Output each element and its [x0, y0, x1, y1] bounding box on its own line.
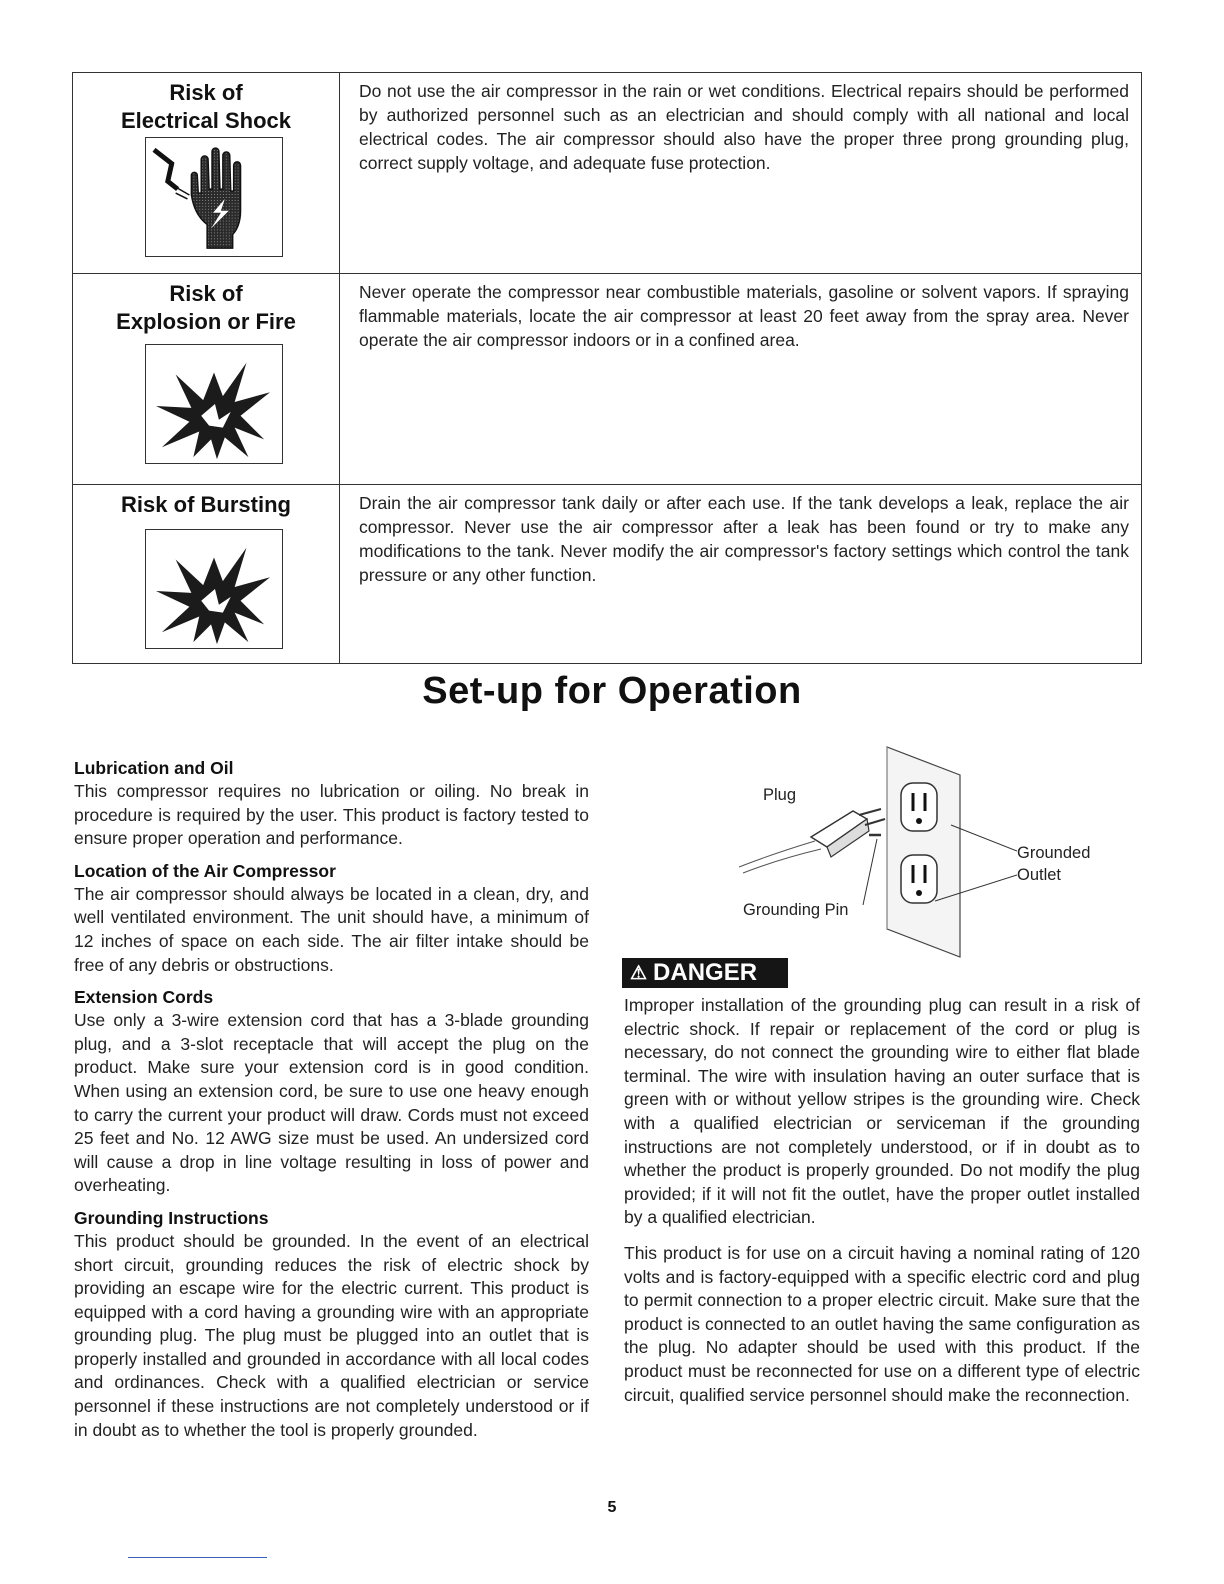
- hazard-label-cell: [73, 485, 340, 663]
- section-text: This product should be grounded. In the event of an electrical short circuit, grounding reduces the risk of electric shock by providing an escape wire for the electric current. This product is equipped with a cord having a grounding wire with an appropriate grounding plug. The plug must be plugged into an outlet that is properly installed and grounded in accordance with all local codes and ordinances. Check with a qualified electrician or service personnel if these instructions are not completely understood or if in doubt as to whether the tool is properly grounded.: [74, 1230, 589, 1440]
- section-title: Extension Cords: [74, 987, 214, 1008]
- warning-triangle-icon: ⚠: [630, 963, 648, 984]
- hazard-row-electrical-shock: [73, 73, 1141, 274]
- section-title: Location of the Air Compressor: [74, 860, 336, 881]
- bursting-icon: [145, 529, 283, 649]
- left-column: [74, 756, 589, 1450]
- danger-label: DANGER: [653, 959, 758, 986]
- page-number: 5: [607, 1499, 617, 1516]
- hazard-label-cell: [73, 73, 340, 273]
- page-title: Set-up for Operation: [422, 670, 802, 712]
- hazard-row-explosion-fire: [73, 274, 1141, 485]
- grounded-label: Grounded: [1017, 844, 1091, 862]
- hazard-description: Do not use the air compressor in the rain or wet conditions. Electrical repairs should be performed by authorized personnel such as an electrician and should comply with all national and local electrical codes. The air compressor should also have the proper three prong grounding plug, correct supply voltage, and adequate fuse protection.: [359, 81, 1129, 173]
- hazard-description: Never operate the compressor near combustible materials, gasoline or solvent vapors. If spraying flammable materials, locate the air compressor at least 20 feet away from the spray area. Never operate the air compressor indoors or in a confined area.: [359, 282, 1129, 350]
- grounding-pin-label: Grounding Pin: [743, 901, 849, 919]
- hazard-title: Risk of Electrical Shock: [121, 80, 291, 133]
- hazard-description: Drain the air compressor tank daily or after each use. If the tank develops a leak, replace the air compressor. Never use the air compressor after a leak has been found or try to make any modifications to the tank. Never modify the air compressor's factory settings which control the tank pressure or any other function.: [359, 493, 1129, 585]
- outlet-label: Outlet: [1017, 866, 1062, 884]
- hazard-title: Risk of Explosion or Fire: [116, 281, 296, 334]
- footer-rule: [128, 1557, 267, 1558]
- danger-banner: [622, 958, 788, 988]
- section-text: This compressor requires no lubrication or oiling. No break in procedure is required by the user. This product is factory tested to ensure proper operation and performance.: [74, 781, 589, 849]
- hazard-label-cell: [73, 274, 340, 484]
- hazard-table: [72, 72, 1142, 664]
- hazard-row-bursting: [73, 485, 1141, 663]
- grounded-outlet-diagram: [735, 745, 1120, 960]
- section-text: The air compressor should always be located in a clean, dry, and well ventilated environment. The unit should have, a minimum of 12 inches of space on each side. The air filter intake should be free of any debris or obstructions.: [74, 883, 589, 975]
- explosion-icon: [145, 344, 283, 464]
- section-title: Grounding Instructions: [74, 1207, 269, 1228]
- right-column: [624, 994, 1140, 1419]
- danger-paragraph: Improper installation of the grounding plug can result in a risk of electric shock. If repair or replacement of the cord or plug is necessary, do not connect the grounding wire to either flat blade terminal. The wire with insulation having an outer surface that is green with or without yellow stripes is the grounding wire. Check with a qualified electrician or serviceman if the grounding instructions are not completely understood, or if in doubt as to whether the product is properly grounded. Do not modify the plug provided; if it will not fit the outlet, have the proper outlet installed by a qualified electrician.: [624, 995, 1140, 1228]
- section-title: Lubrication and Oil: [74, 758, 234, 778]
- section-text: Use only a 3-wire extension cord that has a 3-blade grounding plug, and a 3-slot receptacle that will accept the plug on the product. Make sure your extension cord is in good condition. When using an extension cord, be sure to use one heavy enough to carry the current your product will draw. Cords must not exceed 25 feet and No. 12 AWG size must be used. An undersized cord will cause a drop in line voltage resulting in loss of power and overheating.: [74, 1010, 589, 1196]
- electric-shock-hand-icon: [145, 137, 283, 257]
- hazard-title: Risk of Bursting: [121, 492, 291, 517]
- plug-label: Plug: [763, 786, 797, 804]
- circuit-paragraph: This product is for use on a circuit having a nominal rating of 120 volts and is factory-equipped with a specific electric cord and plug to permit connection to a proper electric circuit. Make sure that the product is connected to an outlet having the same configuration as the plug. No adapter should be used with this product. If the product must be reconnected for use on a different type of electric circuit, qualified service personnel should make the reconnection.: [624, 1242, 1140, 1405]
